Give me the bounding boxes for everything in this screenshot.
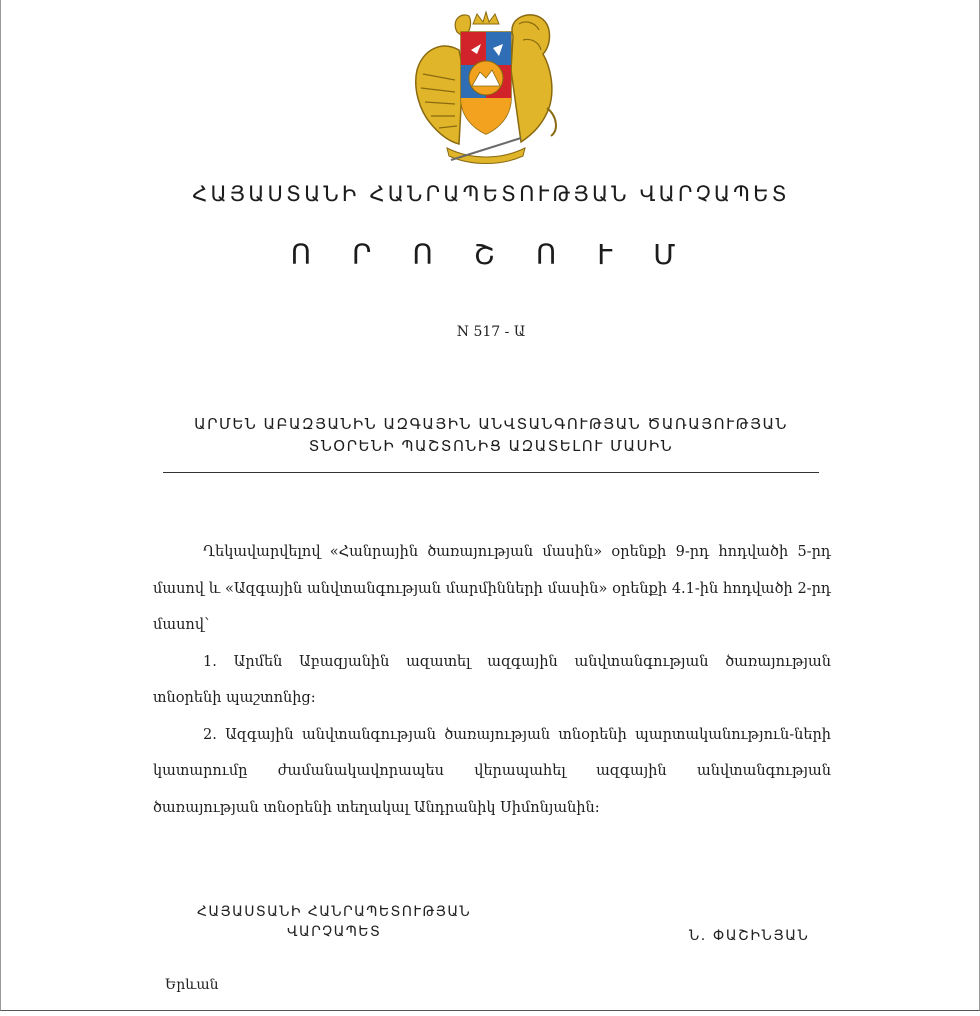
- subject-line-1: ԱՐՄԵՆ ԱԲԱԶՅԱՆԻՆ ԱԶԳԱՅԻՆ ԱՆՎՏԱՆԳՈՒԹՅԱՆ ԾԱՌԱՅՈՒԹՅԱՆ: [194, 415, 788, 433]
- office-title: ՀԱՅԱՍՏԱՆԻ ՀԱՆՐԱՊԵՏՈՒԹՅԱՆ ՎԱՐՉԱՊԵՏ: [192, 182, 790, 206]
- coat-of-arms-icon: [411, 10, 561, 166]
- signatory-title-line-1: ՀԱՅԱՍՏԱՆԻ ՀԱՆՐԱՊԵՏՈՒԹՅԱՆ: [197, 904, 472, 920]
- subject-heading: [141, 413, 841, 457]
- signatory-name: Ն. ՓԱՇԻՆՅԱՆ: [689, 928, 810, 944]
- subject-underline: [163, 472, 819, 473]
- signatory-title-line-2: ՎԱՐՉԱՊԵՏ: [287, 924, 382, 940]
- decision-body: [153, 534, 831, 826]
- place-of-issue: Երևան: [165, 977, 219, 993]
- signatory-title: [197, 904, 471, 940]
- subject-line-2: ՏՆՕՐԵՆԻ ՊԱՇՏՈՆԻՑ ԱԶԱՏԵԼՈՒ ՄԱՍԻՆ: [308, 437, 674, 455]
- decision-title: Ո Ր Ո Շ Ո Ւ Մ: [290, 238, 692, 271]
- document-number: N 517 - Ա: [456, 324, 526, 340]
- clause-1: 1. Արմեն Աբազյանին ազատել ազգային անվտանգության ծառայության տնօրենի պաշտոնից:: [153, 653, 831, 706]
- clause-2: 2. Ազգային անվտանգության ծառայության տնօրենի պարտականություն-ների կատարումը ժամանակավորապես վերապահել ազգային անվտանգության ծառայության տնօրենի տեղակալ Անդրանիկ Սիմոնյանին:: [153, 726, 831, 816]
- preamble-paragraph: Ղեկավարվելով «Հանրային ծառայության մասին» օրենքի 9-րդ հոդվածի 5-րդ մասով և «Ազգային անվտանգության մարմինների մասին» օրենքի 4.1-ին հոդվածի 2-րդ մասով՝: [153, 544, 831, 633]
